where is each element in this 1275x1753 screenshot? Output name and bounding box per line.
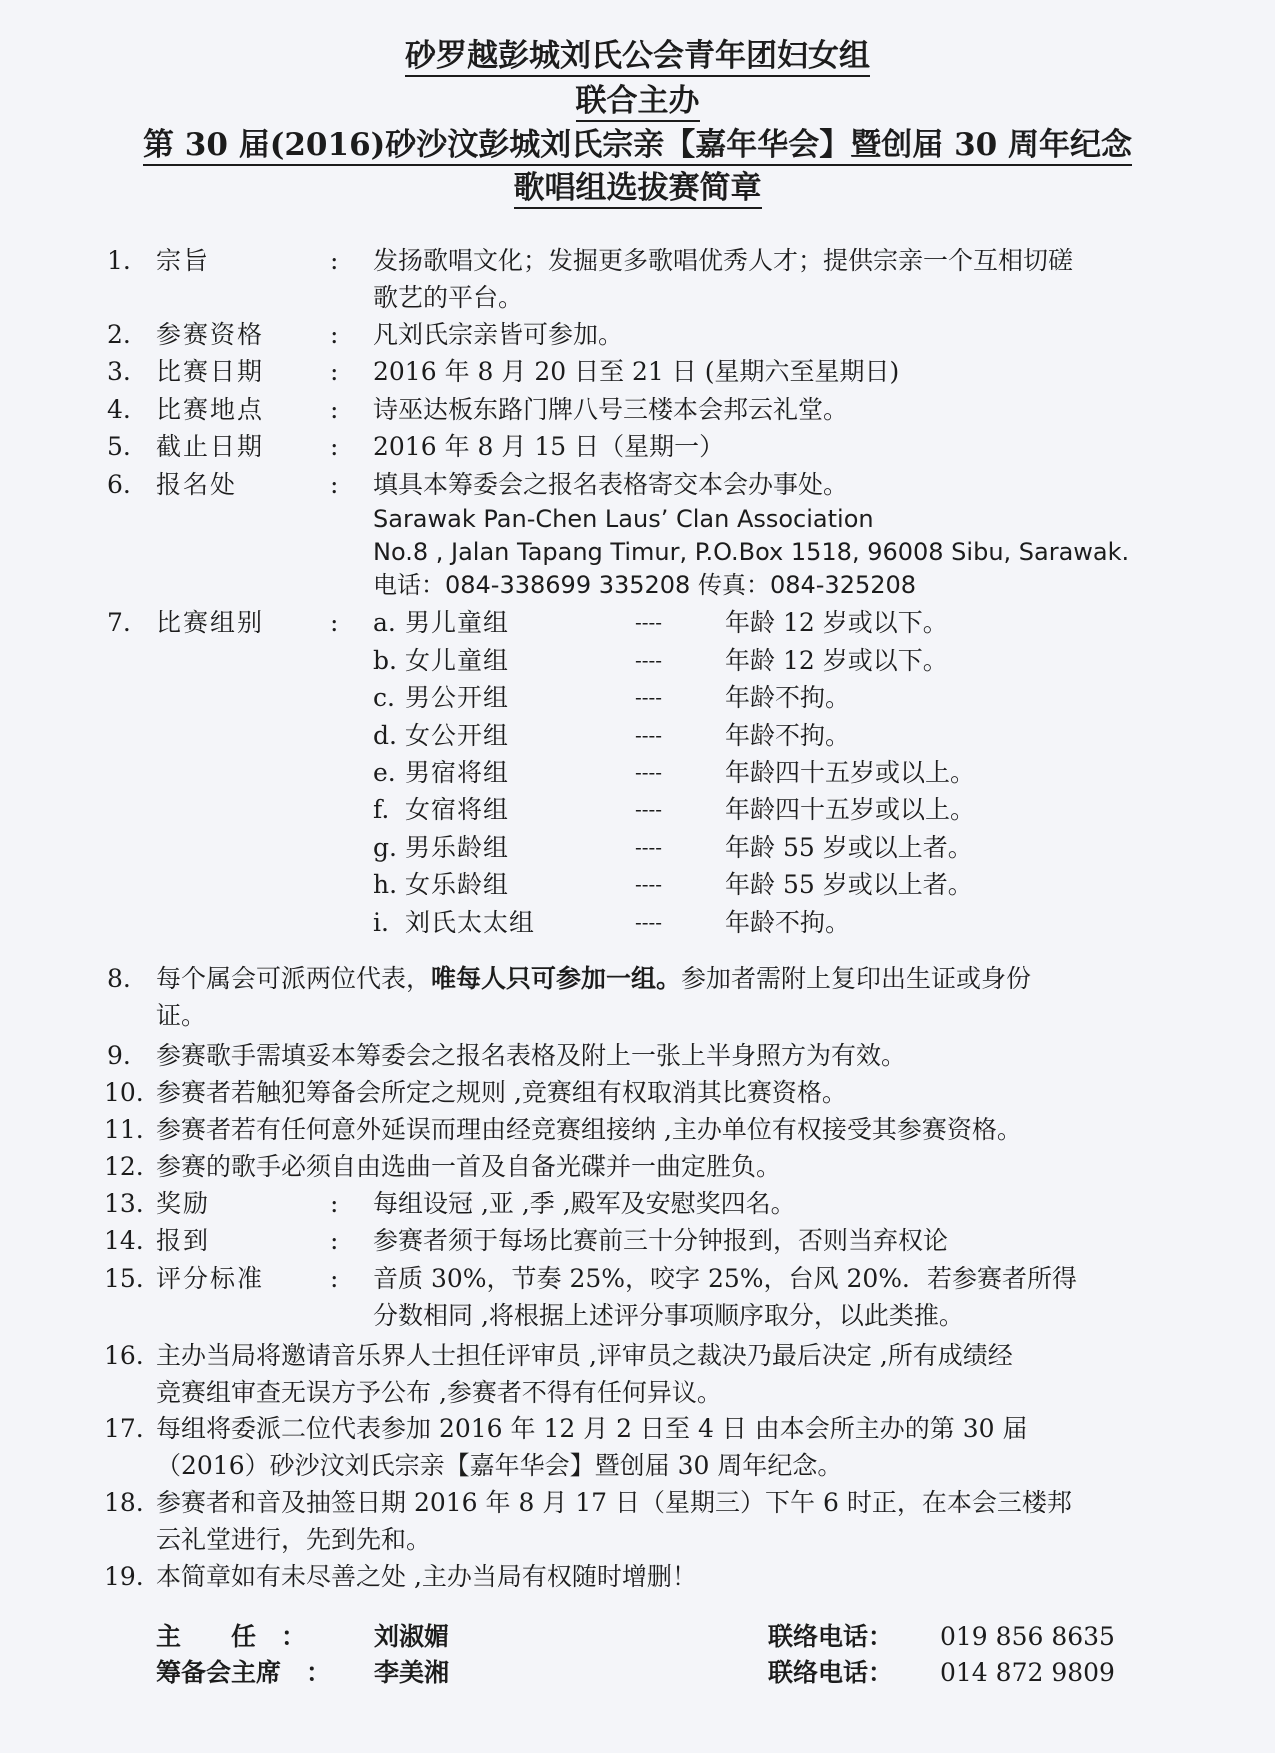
rule-text: 音质 30%，节奏 25%，咬字 25%，台风 20%．若参赛者所得 — [373, 1264, 1078, 1293]
title-organization: 砂罗越彭城刘氏公会青年团妇女组 — [0, 36, 1275, 76]
contact-line: 电话：084-338699 335208 传真：084-325208 — [373, 571, 917, 599]
phone-label-chair: 联络电话： — [768, 1622, 894, 1651]
group-dash: ---- — [635, 797, 663, 821]
group-desc: 年龄四十五岁或以上。 — [725, 758, 976, 787]
item-label: 比赛地点 — [156, 395, 265, 424]
group-name: 女儿童组 — [405, 646, 510, 675]
group-letter: e. — [373, 758, 396, 787]
rule-text: 参赛者若触犯筹备会所定之规则 ,竞赛组有权取消其比赛资格。 — [156, 1078, 847, 1107]
item-number: 4. — [107, 395, 131, 424]
group-dash: ---- — [635, 610, 663, 634]
item-value: 发扬歌唱文化；发掘更多歌唱优秀人才；提供宗亲一个互相切磋 — [373, 246, 1074, 275]
rule-number: 13. — [104, 1189, 144, 1218]
group-dash: ---- — [635, 910, 663, 934]
rule-text-cont: 竞赛组审查无误方予公布 ,参赛者不得有任何异议。 — [156, 1378, 722, 1407]
group-name: 女宿将组 — [405, 795, 510, 824]
group-name: 男宿将组 — [405, 758, 510, 787]
signature-title-committee: 筹备会主席 ： — [156, 1658, 332, 1687]
item-value: 凡刘氏宗亲皆可参加。 — [373, 320, 624, 349]
rule-text-cont: 分数相同 ,将根据上述评分事项顺序取分，以此类推。 — [373, 1301, 964, 1330]
item-label: 截止日期 — [156, 432, 265, 461]
item-colon: : — [330, 470, 339, 499]
title-event: 第 30 届(2016)砂沙汶彭城刘氏宗亲【嘉年华会】暨创届 30 周年纪念 — [0, 125, 1275, 165]
rule-number: 8. — [107, 964, 131, 993]
rule-number: 11. — [104, 1115, 144, 1144]
signature-title-chair: 主 任 ： — [156, 1622, 307, 1651]
rule-text-cont: 证。 — [156, 1001, 207, 1030]
rule-number: 17. — [104, 1414, 144, 1443]
group-desc: 年龄 55 岁或以上者。 — [725, 833, 973, 862]
phone-committee: 014 872 9809 — [940, 1658, 1115, 1687]
item-label: 报名处 — [156, 470, 238, 499]
item-value: 2016 年 8 月 15 日（星期一） — [373, 432, 725, 461]
group-desc: 年龄 12 岁或以下。 — [725, 646, 948, 675]
address-line-2: No.8 , Jalan Tapang Timur, P.O.Box 1518, 96008 Sibu, Sarawak. — [373, 538, 1130, 566]
group-letter: i. — [373, 908, 389, 937]
group-dash: ---- — [635, 872, 663, 896]
phone-chair: 019 856 8635 — [940, 1622, 1115, 1651]
group-desc: 年龄四十五岁或以上。 — [725, 795, 976, 824]
rule-text: 参赛者和音及抽签日期 2016 年 8 月 17 日（星期三）下午 6 时正，在本会三楼邦 — [156, 1488, 1072, 1517]
rule-number: 14. — [104, 1226, 144, 1255]
group-dash: ---- — [635, 723, 663, 747]
signature-name-chair: 刘淑媚 — [374, 1622, 450, 1651]
rule-text: 本简章如有未尽善之处 ,主办当局有权随时增删！ — [156, 1562, 697, 1591]
group-letter: d. — [373, 721, 397, 750]
item-number: 3. — [107, 357, 131, 386]
group-name: 刘氏太太组 — [405, 908, 536, 937]
item-colon: : — [330, 432, 339, 461]
rule-text: 参赛者须于每场比赛前三十分钟报到，否则当弃权论 — [373, 1226, 949, 1255]
item-colon: : — [330, 246, 339, 275]
rule-colon: : — [330, 1189, 339, 1218]
rule-label: 报到 — [156, 1226, 211, 1255]
group-dash: ---- — [635, 760, 663, 784]
item-label: 比赛日期 — [156, 357, 265, 386]
title-competition: 歌唱组选拔赛简章 — [0, 168, 1275, 208]
rule-number: 10. — [104, 1078, 144, 1107]
group-dash: ---- — [635, 685, 663, 709]
group-letter: b. — [373, 646, 397, 675]
rule-number: 12. — [104, 1152, 144, 1181]
group-desc: 年龄 55 岁或以上者。 — [725, 870, 973, 899]
group-dash: ---- — [635, 835, 663, 859]
group-name: 男乐龄组 — [405, 833, 510, 862]
item-number: 6. — [107, 470, 131, 499]
rule-text: 每组设冠 ,亚 ,季 ,殿军及安慰奖四名。 — [373, 1189, 796, 1218]
item-label: 比赛组别 — [156, 608, 265, 637]
rule-text: 每组将委派二位代表参加 2016 年 12 月 2 日至 4 日 由本会所主办的第 30 届 — [156, 1414, 1028, 1443]
group-letter: f. — [373, 795, 390, 824]
group-desc: 年龄不拘。 — [725, 683, 851, 712]
rule-number: 19. — [104, 1562, 144, 1591]
title-co-host: 联合主办 — [0, 81, 1275, 121]
item-number: 1. — [107, 246, 131, 275]
rule-text-cont: （2016）砂沙汶刘氏宗亲【嘉年华会】暨创届 30 周年纪念。 — [156, 1451, 843, 1480]
item-colon: : — [330, 608, 339, 637]
group-desc: 年龄 12 岁或以下。 — [725, 608, 948, 637]
rule-colon: : — [330, 1226, 339, 1255]
rule-number: 15. — [104, 1264, 144, 1293]
item-label: 参赛资格 — [156, 320, 265, 349]
signature-name-committee: 李美湘 — [374, 1658, 450, 1687]
group-desc: 年龄不拘。 — [725, 721, 851, 750]
item-label: 宗旨 — [156, 246, 211, 275]
rule-text: 主办当局将邀请音乐界人士担任评审员 ,评审员之裁决乃最后决定 ,所有成绩经 — [156, 1341, 1013, 1370]
item-colon: : — [330, 320, 339, 349]
group-name: 女乐龄组 — [405, 870, 510, 899]
rule-text-cont: 云礼堂进行，先到先和。 — [156, 1525, 432, 1554]
item-number: 2. — [107, 320, 131, 349]
rule-number: 16. — [104, 1341, 144, 1370]
rule-label: 奖励 — [156, 1189, 211, 1218]
rule-text: 参赛者若有任何意外延误而理由经竞赛组接纳 ,主办单位有权接受其参赛资格。 — [156, 1115, 1022, 1144]
rule-text: 每个属会可派两位代表，唯每人只可参加一组。参加者需附上复印出生证或身份 — [156, 964, 1032, 993]
group-desc: 年龄不拘。 — [725, 908, 851, 937]
group-name: 女公开组 — [405, 721, 510, 750]
address-line-1: Sarawak Pan-Chen Laus’ Clan Association — [373, 505, 874, 533]
group-name: 男儿童组 — [405, 608, 510, 637]
item-colon: : — [330, 395, 339, 424]
group-letter: c. — [373, 683, 395, 712]
item-value: 诗巫达板东路门牌八号三楼本会邦云礼堂。 — [373, 395, 849, 424]
group-name: 男公开组 — [405, 683, 510, 712]
rule-text: 参赛歌手需填妥本筹委会之报名表格及附上一张上半身照方为有效。 — [156, 1041, 907, 1070]
phone-label-committee: 联络电话： — [768, 1658, 894, 1687]
rule-colon: : — [330, 1264, 339, 1293]
rule-text: 参赛的歌手必须自由选曲一首及自备光碟并一曲定胜负。 — [156, 1152, 782, 1181]
item-number: 5. — [107, 432, 131, 461]
item-colon: : — [330, 357, 339, 386]
rule-label: 评分标准 — [156, 1264, 265, 1293]
item-value-cont: 歌艺的平台。 — [373, 283, 524, 312]
group-dash: ---- — [635, 648, 663, 672]
item-number: 7. — [107, 608, 131, 637]
group-letter: h. — [373, 870, 398, 899]
item-value: 2016 年 8 月 20 日至 21 日 (星期六至星期日) — [373, 357, 900, 386]
group-letter: g. — [373, 833, 397, 862]
rule-number: 9. — [107, 1041, 131, 1070]
group-letter: a. — [373, 608, 396, 637]
item-value: 填具本筹委会之报名表格寄交本会办事处。 — [373, 470, 849, 499]
rule-number: 18. — [104, 1488, 144, 1517]
